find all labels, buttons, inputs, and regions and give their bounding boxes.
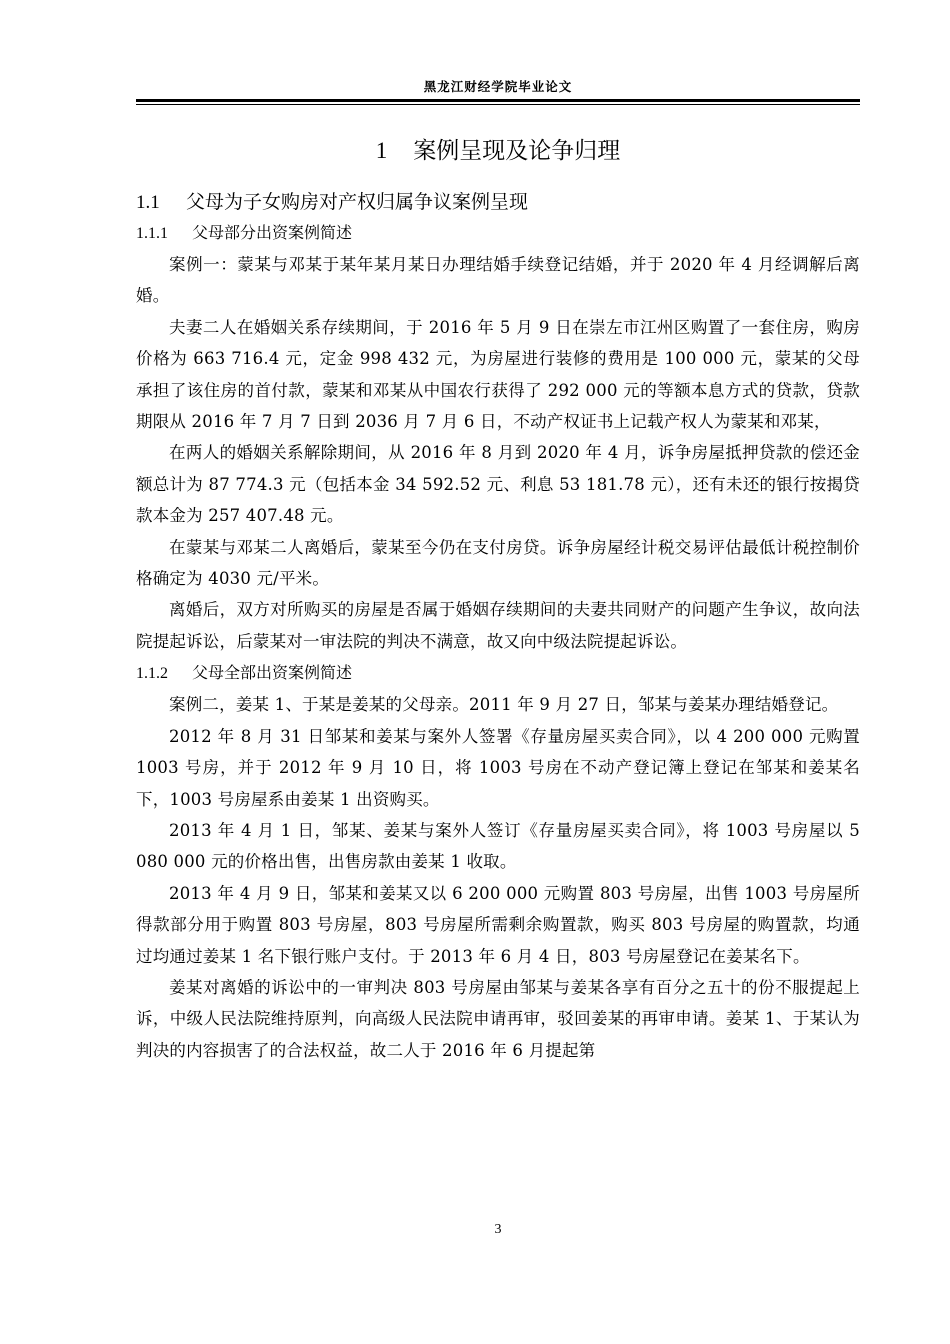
page-content — [136, 130, 860, 1066]
paragraph: 离婚后，双方对所购买的房屋是否属于婚姻存续期间的夫妻共同财产的问题产生争议，故向法院提起诉讼，后蒙某对一审法院的判决不满意，故又向中级法院提起诉讼。 — [136, 600, 860, 651]
header-rule-thick — [136, 99, 860, 102]
subsection-number-1: 1.1.1 — [136, 225, 168, 242]
section-title: 父母为子女购房对产权归属争议案例呈现 — [186, 191, 529, 213]
paragraph: 案例一：蒙某与邓某于某年某月某日办理结婚手续登记结婚，并于 2020 年 4 月经调解后离婚。 — [136, 255, 860, 306]
paragraph: 姜某对离婚的诉讼中的一审判决 803 号房屋由邹某与姜某各享有百分之五十的份不服提起上诉，中级人民法院维持原判，向高级人民法院申请再审，驳回姜某的再审申请。姜某 1、于某认为判决的内容损害了的合法权益，故二人于 2016 年 6 月提起第 — [136, 977, 860, 1060]
paragraph: 案例二，姜某 1、于某是姜某的父母亲。2011 年 9 月 27 日，邹某与姜某办理结婚登记。 — [169, 695, 839, 715]
subsection-title-2: 父母全部出资案例简述 — [192, 663, 353, 683]
page-number: 3 — [494, 1222, 502, 1237]
subsection-number-2: 1.1.2 — [136, 665, 168, 683]
paragraph: 2012 年 8 月 31 日邹某和姜某与案外人签署《存量房屋买卖合同》，以 4 200 000 元购置 1003 号房，并于 2012 年 9 月 10 日，将 1003 号房在不动产登记簿上登记在邹某和姜某名下，1003 号房屋系由姜某 1 出资购买。 — [136, 726, 860, 809]
running-header: 黑龙江财经学院毕业论文 — [423, 79, 573, 94]
chapter-number: 1 — [375, 138, 388, 163]
header-rule-thin — [136, 104, 860, 105]
section-number: 1.1 — [136, 192, 160, 213]
paragraph: 在蒙某与邓某二人离婚后，蒙某至今仍在支付房贷。诉争房屋经计税交易评估最低计税控制价格确定为 4030 元/平米。 — [136, 537, 860, 589]
section-heading — [136, 187, 860, 217]
subsection-heading-2 — [136, 657, 860, 689]
subsection-heading-1 — [136, 217, 860, 249]
paragraph: 2013 年 4 月 1 日，邹某、姜某与案外人签订《存量房屋买卖合同》，将 1003 号房屋以 5 080 000 元的价格出售，出售房款由姜某 1 收取。 — [136, 820, 860, 872]
chapter-title: 案例呈现及论争归理 — [413, 138, 621, 164]
paragraph: 在两人的婚姻关系解除期间，从 2016 年 8 月到 2020 年 4 月，诉争房屋抵押贷款的偿还金额总计为 87 774.3 元（包括本金 34 592.52 元、利息 53 181.78 元），还有未还的银行按揭贷款本金为 257 407.48 元。 — [136, 443, 860, 526]
chapter-heading — [136, 130, 860, 172]
paragraph: 夫妻二人在婚姻关系存续期间，于 2016 年 5 月 9 日在崇左市江州区购置了一套住房，购房价格为 663 716.4 元，定金 998 432 元，为房屋进行装修的费用是 100 000 元，蒙某的父母承担了该住房的首付款，蒙某和邓某从中国农行获得了 292 000 元的等额本息方式的贷款，贷款期限从 2016 年 7 月 7 日到 2036 月 7 月 6 日，不动产权证书上记载产权人为蒙某和邓某， — [136, 317, 860, 432]
paragraph: 2013 年 4 月 9 日，邹某和姜某又以 6 200 000 元购置 803 号房屋，出售 1003 号房屋所得款部分用于购置 803 号房屋，803 号房屋所需剩余购置款，购买 803 号房屋的购置款，均通过均通过姜某 1 名下银行账户支付。于 2013 年 6 月 4 日，803 号房屋登记在姜某名下。 — [136, 883, 860, 966]
subsection-title-1: 父母部分出资案例简述 — [192, 223, 353, 242]
